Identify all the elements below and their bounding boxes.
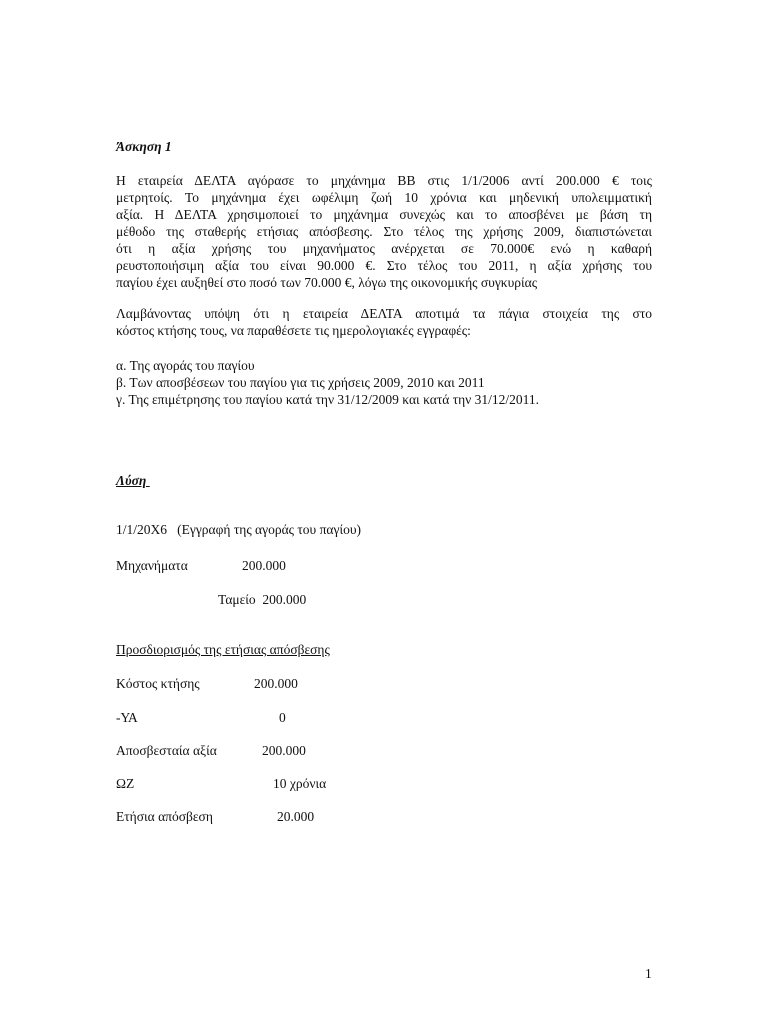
depreciation-heading: Προσδιορισμός της ετήσιας απόσβεσης [116, 642, 330, 657]
row-value: 0 [279, 710, 286, 725]
list-item: α. Της αγοράς του παγίου [116, 358, 255, 373]
paragraph-line: μετρητοίς. Το μηχάνημα έχει ωφέλιμη ζωή 10 χρόνια και μηδενική υπολειμματική [116, 190, 652, 205]
paragraph-line: ρευστοποιήσιμη αξία του είναι 90.000 €. Στο τέλος του 2011, η αξία χρήσης του [116, 258, 652, 273]
debit-amount: 200.000 [242, 558, 286, 573]
page-number: 1 [645, 966, 652, 981]
row-label: Ετήσια απόσβεση [116, 809, 213, 824]
paragraph-line: ότι η αξία χρήσης του μηχανήματος ανέρχεται σε 70.000€ ενώ η καθαρή [116, 241, 652, 256]
row-value: 200.000 [254, 676, 298, 691]
row-label: Κόστος κτήσης [116, 676, 200, 691]
paragraph-line: αξία. Η ΔΕΛΤΑ χρησιμοποιεί το μηχάνημα συνεχώς και το αποσβένει με βάση τη [116, 207, 652, 222]
row-value: 200.000 [262, 743, 306, 758]
row-label: -ΥΑ [116, 710, 138, 725]
credit-line: Ταμείο 200.000 [218, 592, 307, 607]
list-item: β. Των αποσβέσεων του παγίου για τις χρήσεις 2009, 2010 και 2011 [116, 375, 485, 390]
row-value: 20.000 [277, 809, 315, 824]
paragraph-line: παγίου έχει αυξηθεί στο ποσό των 70.000 €, λόγω της οικονομικής συγκυρίας [116, 275, 538, 290]
list-item: γ. Της επιμέτρησης του παγίου κατά την 31/12/2009 και κατά την 31/12/2011. [116, 392, 540, 407]
exercise-paragraph-2 [116, 305, 652, 339]
row-value: 10 χρόνια [273, 776, 327, 791]
row-label: Αποσβεσταία αξία [116, 743, 217, 758]
paragraph-line: Λαμβάνοντας υπόψη ότι η εταιρεία ΔΕΛΤΑ αποτιμά τα πάγια στοιχεία της στο [116, 306, 652, 321]
exercise-items-list [116, 357, 539, 408]
solution-title: Λύση [116, 473, 150, 488]
row-label: ΩΖ [116, 776, 135, 791]
debit-account: Μηχανήματα [116, 558, 188, 573]
journal-entry-heading: 1/1/20Χ6 (Εγγραφή της αγοράς του παγίου) [116, 522, 362, 537]
exercise-paragraph-1 [116, 172, 652, 291]
paragraph-line: μέθοδο της σταθερής ετήσιας απόσβεσης. Στο τέλος της χρήσης 2009, διαπιστώνεται [116, 224, 652, 239]
exercise-title: Άσκηση 1 [116, 139, 172, 154]
paragraph-line: Η εταιρεία ΔΕΛΤΑ αγόρασε το μηχάνημα ΒΒ στις 1/1/2006 αντί 200.000 € τοις [116, 173, 652, 188]
paragraph-line: κόστος κτήσης τους, να παραθέσετε τις ημερολογιακές εγγραφές: [116, 323, 471, 338]
